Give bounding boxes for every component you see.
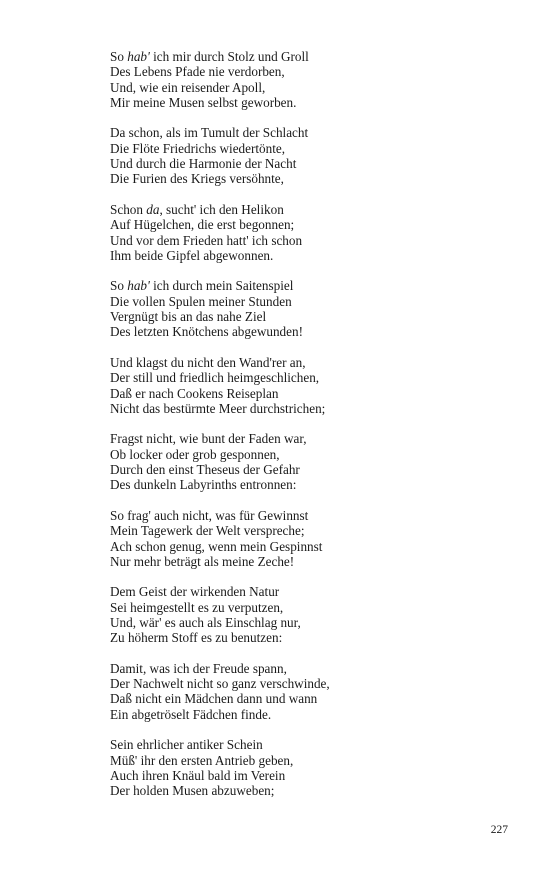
poem-line bbox=[110, 80, 530, 95]
poem-line bbox=[110, 707, 530, 722]
poem-line bbox=[110, 661, 530, 676]
line-segment: , sucht' ich den Helikon bbox=[159, 201, 284, 217]
stanza bbox=[110, 584, 530, 645]
line-segment: Des letzten Knötchens abgewunden! bbox=[110, 324, 303, 340]
line-segment: Fragst nicht, wie bunt der Faden war, bbox=[110, 431, 307, 447]
poem-line bbox=[110, 615, 530, 630]
poem-line bbox=[110, 768, 530, 783]
poem-line bbox=[110, 248, 530, 263]
line-segment: Zu höherm Stoff es zu benutzen: bbox=[110, 630, 283, 646]
poem-line bbox=[110, 584, 530, 599]
line-segment: So bbox=[110, 278, 128, 294]
line-segment: Der still und friedlich heimgeschlichen, bbox=[110, 370, 320, 386]
poem-line bbox=[110, 141, 530, 156]
line-segment: ich mir durch Stolz und Groll bbox=[149, 49, 309, 64]
page-number: 227 bbox=[490, 824, 508, 836]
poem-line bbox=[110, 64, 530, 79]
poem-line bbox=[110, 324, 530, 339]
poem-line bbox=[110, 202, 530, 217]
line-segment: ich durch mein Saitenspiel bbox=[149, 278, 294, 294]
italic-word: hab' bbox=[127, 49, 150, 64]
line-segment: Ach schon genug, wenn mein Gespinnst bbox=[110, 538, 323, 554]
line-segment: Des dunkeln Labyrinths entronnen: bbox=[110, 477, 297, 493]
line-segment: Sein ehrlicher antiker Schein bbox=[110, 737, 263, 753]
poem-line bbox=[110, 49, 530, 64]
line-segment: Die Flöte Friedrichs wiedertönte, bbox=[110, 140, 286, 156]
poem-line bbox=[110, 309, 530, 324]
poem-line bbox=[110, 447, 530, 462]
poem-line bbox=[110, 676, 530, 691]
line-segment: Auch ihren Knäul bald im Verein bbox=[110, 767, 286, 783]
line-segment: Die Furien des Kriegs versöhnte, bbox=[110, 171, 284, 187]
poem-line bbox=[110, 233, 530, 248]
stanza bbox=[110, 278, 530, 339]
line-segment: Und, wär' es auch als Einschlag nur, bbox=[110, 614, 301, 630]
poem-line bbox=[110, 462, 530, 477]
line-segment: Ihm beide Gipfel abgewonnen. bbox=[110, 247, 274, 263]
line-segment: Ob locker oder grob gesponnen, bbox=[110, 446, 280, 462]
line-segment: Durch den einst Theseus der Gefahr bbox=[110, 462, 300, 478]
line-segment: Mein Tagewerk der Welt verspreche; bbox=[110, 523, 305, 539]
stanza bbox=[110, 49, 530, 110]
stanza bbox=[110, 125, 530, 186]
poem-line bbox=[110, 554, 530, 569]
poem-line bbox=[110, 737, 530, 752]
line-segment: Sei heimgestellt es zu verputzen, bbox=[110, 599, 284, 615]
poem-line bbox=[110, 691, 530, 706]
line-segment: Daß er nach Cookens Reiseplan bbox=[110, 385, 279, 401]
poem-line bbox=[110, 523, 530, 538]
line-segment: Nur mehr beträgt als meine Zeche! bbox=[110, 553, 295, 569]
line-segment: Daß nicht ein Mädchen dann und wann bbox=[110, 691, 318, 707]
line-segment: Der Nachwelt nicht so ganz verschwinde, bbox=[110, 676, 330, 692]
poem-line bbox=[110, 95, 530, 110]
line-segment: Die vollen Spulen meiner Stunden bbox=[110, 293, 292, 309]
poem-line bbox=[110, 539, 530, 554]
stanza bbox=[110, 202, 530, 263]
line-segment: So bbox=[110, 49, 128, 64]
stanza bbox=[110, 661, 530, 722]
line-segment: Vergnügt bis an das nahe Ziel bbox=[110, 309, 267, 325]
stanza bbox=[110, 508, 530, 569]
line-segment: Müß' ihr den ersten Antrieb geben, bbox=[110, 752, 294, 768]
poem-line bbox=[110, 355, 530, 370]
poem-line bbox=[110, 278, 530, 293]
line-segment: Der holden Musen abzuweben; bbox=[110, 783, 275, 799]
line-segment: Nicht das bestürmte Meer durchstrichen; bbox=[110, 400, 326, 416]
poem-line bbox=[110, 783, 530, 798]
poem-line bbox=[110, 431, 530, 446]
poem-line bbox=[110, 386, 530, 401]
poem-line bbox=[110, 171, 530, 186]
line-segment: Auf Hügelchen, die erst begonnen; bbox=[110, 217, 295, 233]
line-segment: Und vor dem Frieden hatt' ich schon bbox=[110, 232, 303, 248]
line-segment: Und durch die Harmonie der Nacht bbox=[110, 156, 297, 172]
stanza bbox=[110, 355, 530, 416]
italic-word: da bbox=[146, 201, 160, 217]
poem-text bbox=[110, 49, 530, 814]
poem-line bbox=[110, 125, 530, 140]
poem-line bbox=[110, 370, 530, 385]
line-segment: Ein abgetröselt Fädchen finde. bbox=[110, 706, 272, 722]
line-segment: Dem Geist der wirkenden Natur bbox=[110, 584, 280, 600]
poem-line bbox=[110, 600, 530, 615]
poem-line bbox=[110, 401, 530, 416]
poem-line bbox=[110, 156, 530, 171]
poem-line bbox=[110, 508, 530, 523]
poem-line bbox=[110, 477, 530, 492]
poem-line bbox=[110, 630, 530, 645]
line-segment: Des Lebens Pfade nie verdorben, bbox=[110, 64, 285, 80]
poem-line bbox=[110, 217, 530, 232]
line-segment: So frag' auch nicht, was für Gewinnst bbox=[110, 507, 309, 523]
line-segment: Und, wie ein reisender Apoll, bbox=[110, 79, 266, 95]
poem-line bbox=[110, 753, 530, 768]
poem-line bbox=[110, 294, 530, 309]
line-segment: Damit, was ich der Freude spann, bbox=[110, 660, 287, 676]
stanza bbox=[110, 737, 530, 798]
line-segment: Schon bbox=[110, 201, 147, 217]
stanza bbox=[110, 431, 530, 492]
line-segment: Da schon, als im Tumult der Schlacht bbox=[110, 125, 309, 141]
line-segment: Und klagst du nicht den Wand'rer an, bbox=[110, 354, 306, 370]
italic-word: hab' bbox=[127, 278, 150, 294]
line-segment: Mir meine Musen selbst geworben. bbox=[110, 94, 297, 110]
